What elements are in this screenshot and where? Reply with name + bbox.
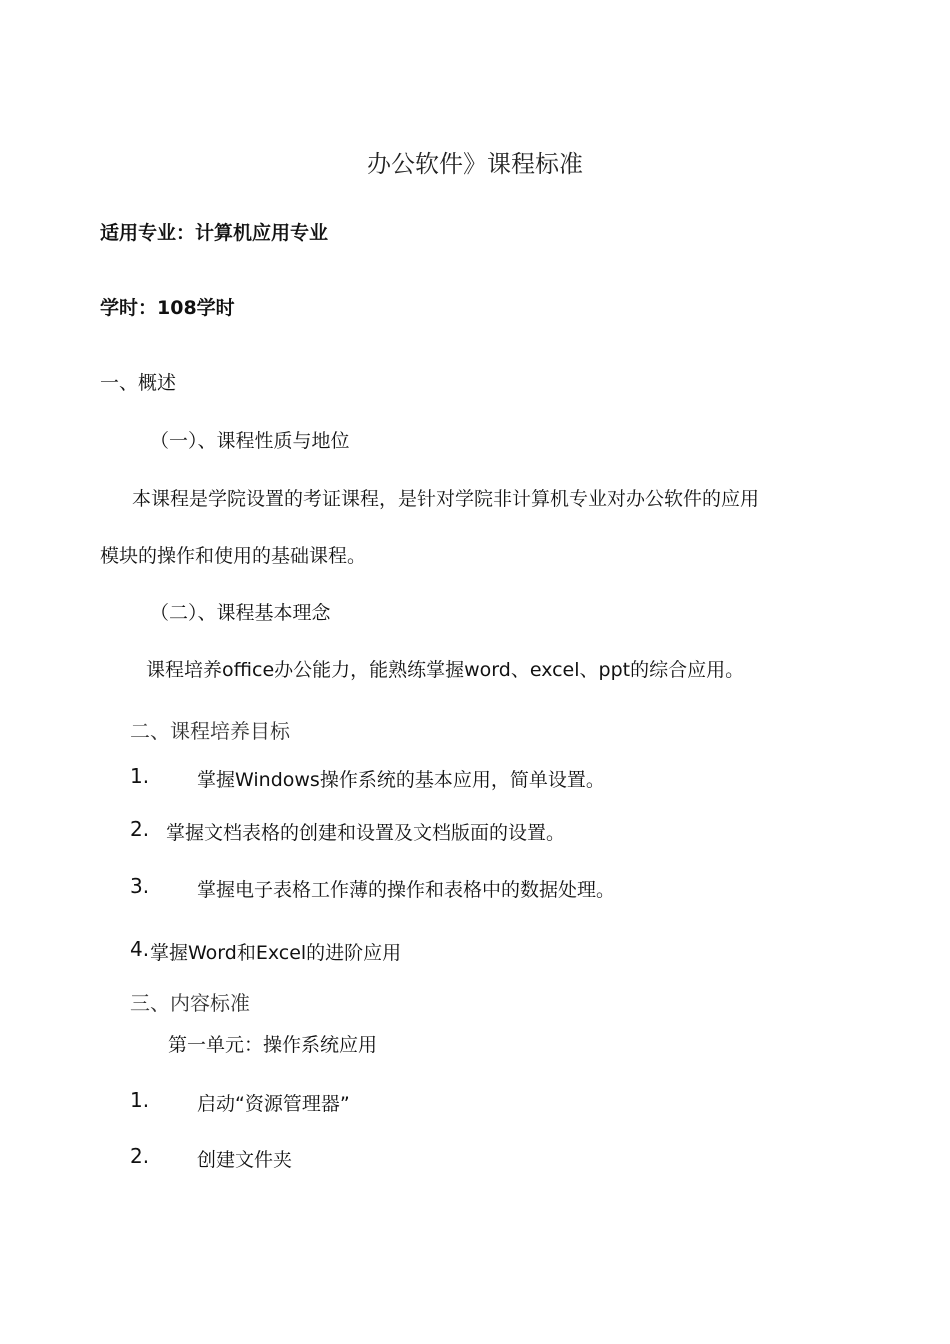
list-item-number: 1. [130, 1088, 150, 1112]
list-item-text: 启动“资源管理器” [197, 1093, 350, 1115]
list-item-number: 1. [130, 764, 150, 788]
paragraph-nature-line2: 模块的操作和使用的基础课程。 [100, 545, 367, 567]
section-heading-content: 三、内容标准 [130, 991, 250, 1015]
list-item-number: 2. [130, 1144, 150, 1168]
list-item-text: 掌握Word和Excel的进阶应用 [150, 942, 402, 964]
list-item-number: 2. [130, 817, 150, 841]
course-hours: 学时：108学时 [100, 297, 235, 319]
list-item-number: 3. [130, 874, 150, 898]
section-heading-goals: 二、课程培养目标 [130, 719, 290, 743]
list-item-number: 4. [130, 937, 150, 961]
document-title: 办公软件》课程标准 [367, 150, 583, 178]
subsection-heading-concept: （二）、课程基本理念 [150, 602, 331, 624]
list-item-text: 掌握Windows操作系统的基本应用，简单设置。 [197, 769, 605, 791]
applicable-major: 适用专业：计算机应用专业 [100, 222, 329, 244]
list-item-text: 掌握电子表格工作薄的操作和表格中的数据处理。 [197, 879, 616, 901]
list-item-text: 掌握文档表格的创建和设置及文档版面的设置。 [166, 822, 566, 844]
subsection-heading-nature: （一）、课程性质与地位 [150, 430, 350, 452]
section-heading-overview: 一、概述 [100, 372, 177, 394]
paragraph-nature-line1: 本课程是学院设置的考证课程，是针对学院非计算机专业对办公软件的应用 [132, 488, 760, 510]
unit-heading: 第一单元：操作系统应用 [168, 1034, 378, 1056]
paragraph-concept: 课程培养office办公能力，能熟练掌握word、excel、ppt的综合应用。 [146, 659, 745, 681]
list-item-text: 创建文件夹 [197, 1149, 293, 1171]
